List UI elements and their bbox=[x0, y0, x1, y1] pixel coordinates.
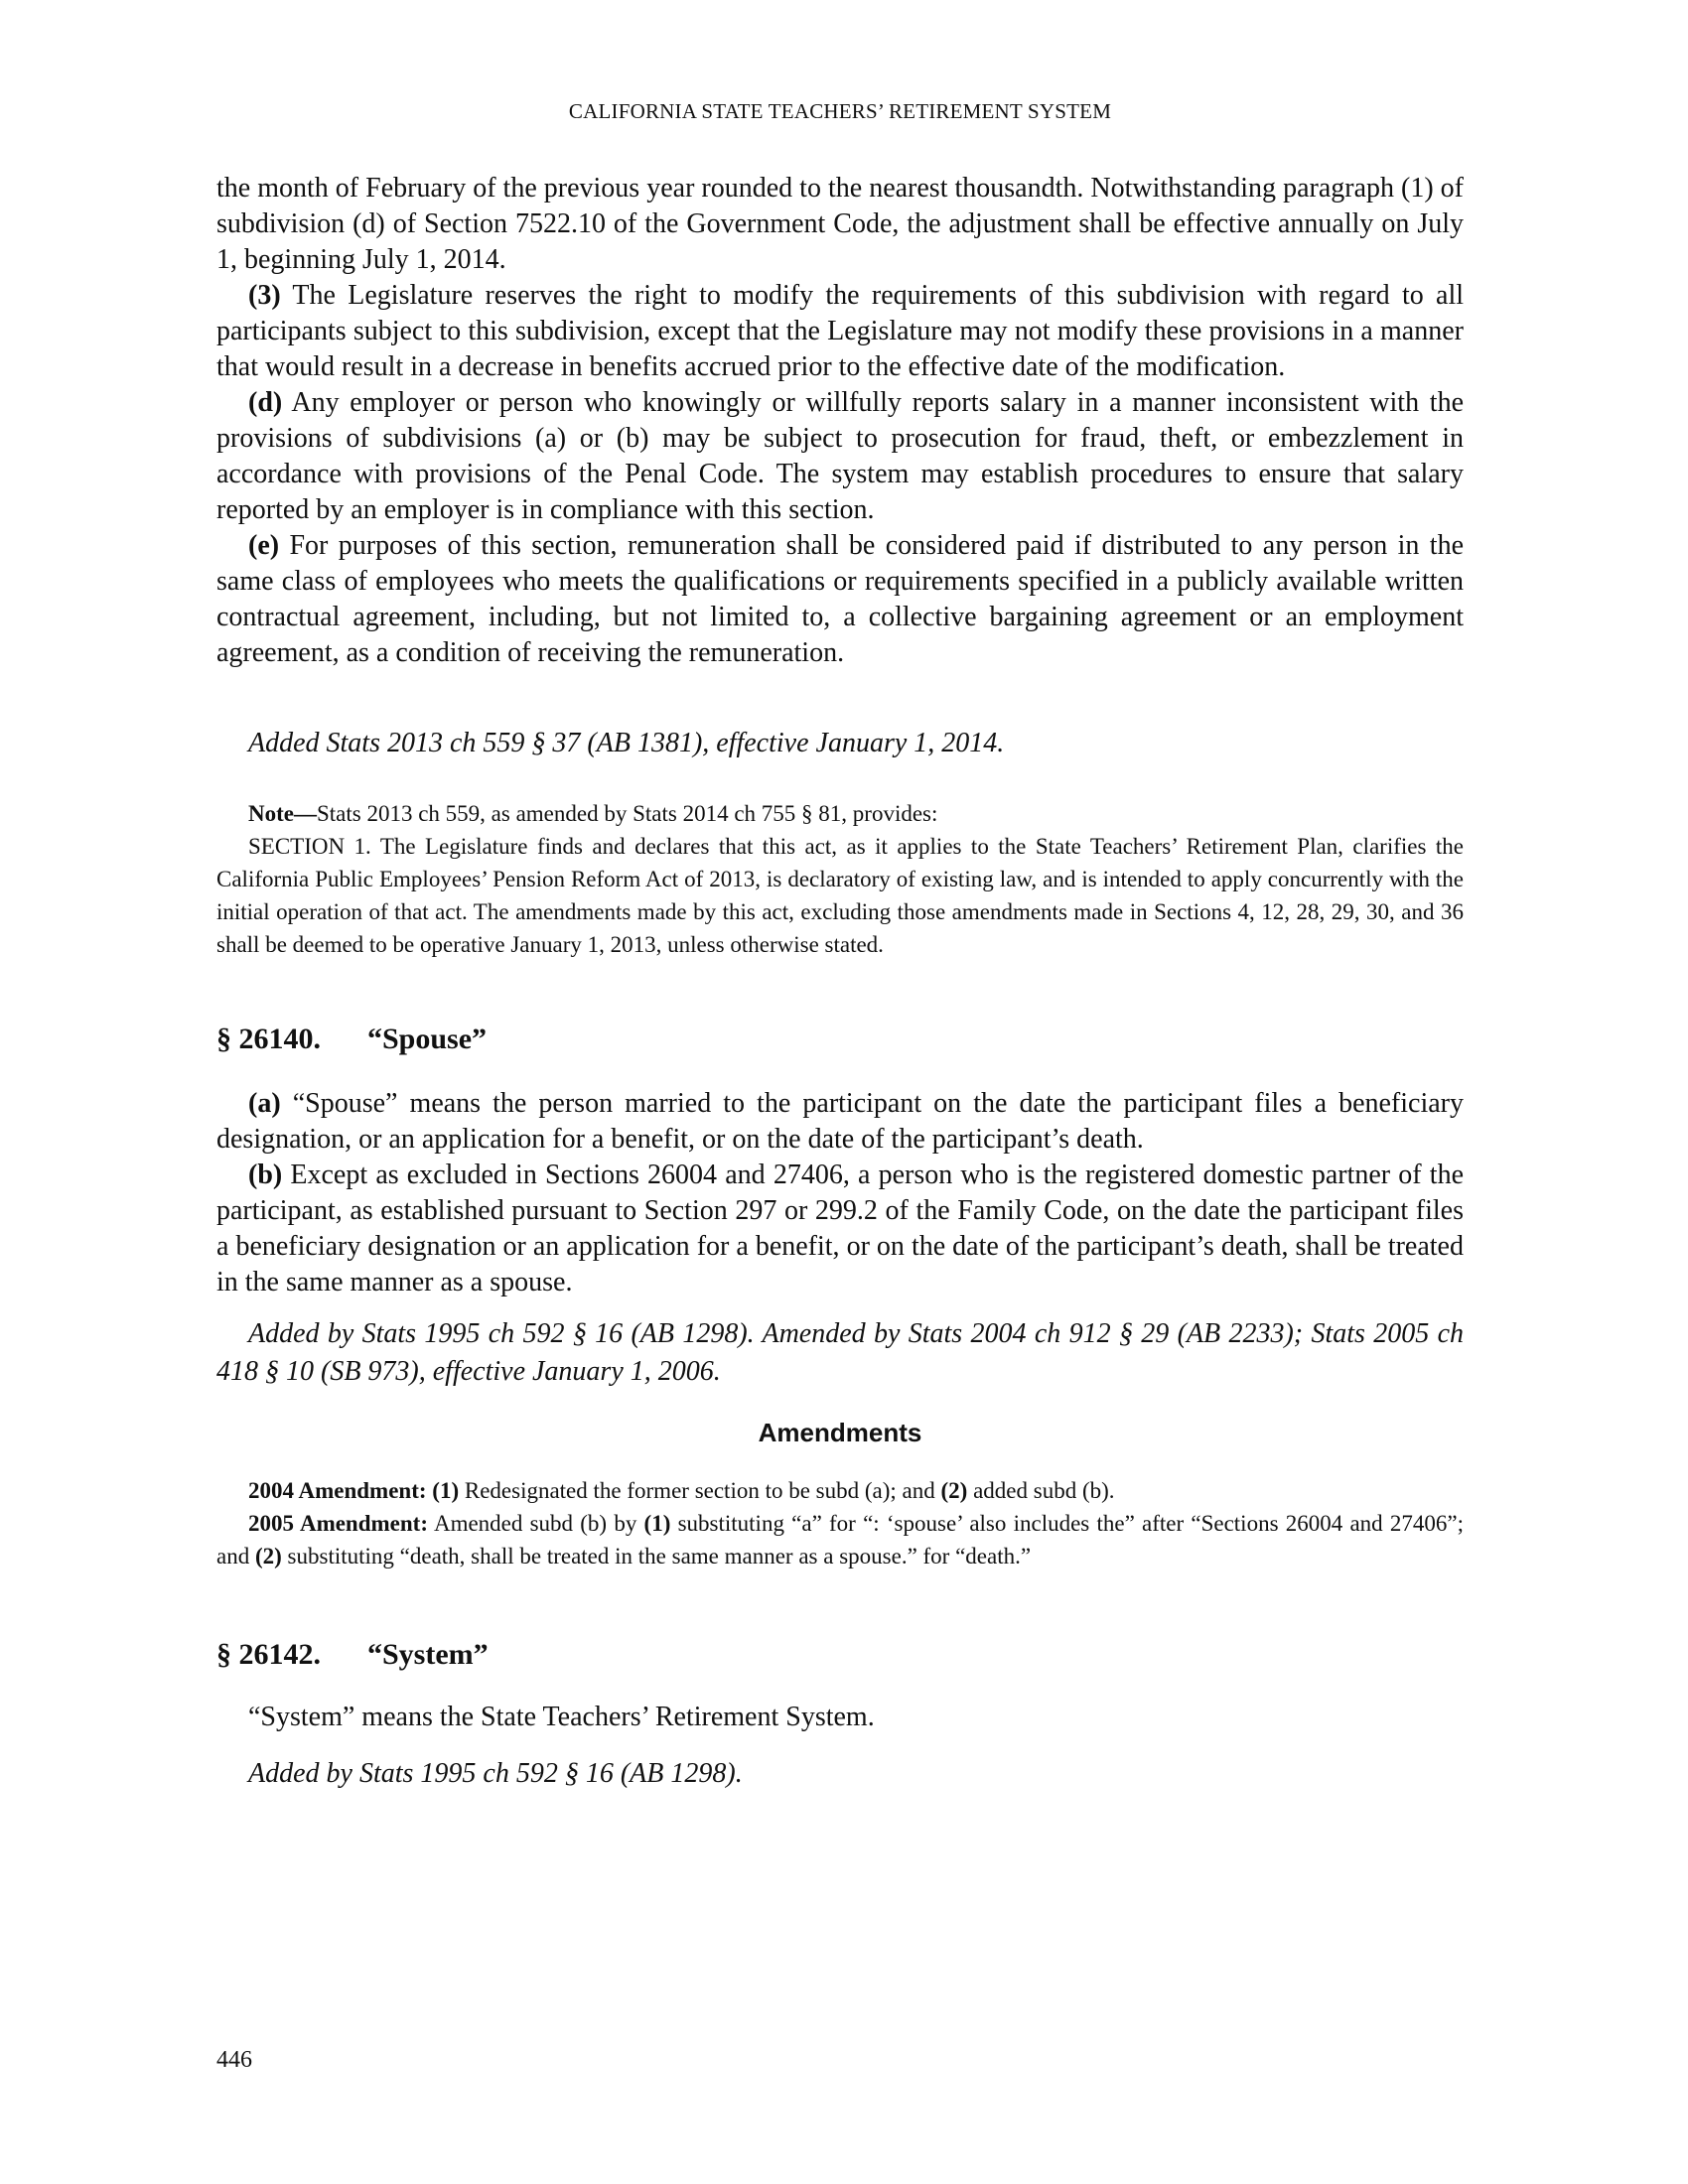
paragraph-e bbox=[216, 528, 1464, 671]
section-title: “Spouse” bbox=[367, 1023, 488, 1055]
amendment-2004-text-1: Redesignated the former section to be subd (a); and bbox=[459, 1478, 941, 1503]
section-26140-history bbox=[216, 1315, 1464, 1391]
note-label: Note— bbox=[248, 801, 317, 826]
paragraph-d-label: (d) bbox=[248, 387, 283, 418]
editor-note bbox=[216, 797, 1464, 961]
section-26142-heading bbox=[216, 1638, 1464, 1672]
amendment-2004-item-1: (1) bbox=[432, 1478, 460, 1503]
citation-26140: Added by Stats 1995 ch 592 § 16 (AB 1298). Amended by Stats 2004 ch 912 § 29 (AB 2233); Stats 2005 ch 418 § 10 (SB 973), effective January 1, 2006. bbox=[216, 1318, 1464, 1387]
amendment-2004-text-2: added subd (b). bbox=[967, 1478, 1115, 1503]
running-head: CALIFORNIA STATE TEACHERS’ RETIREMENT SYSTEM bbox=[568, 99, 1112, 123]
paragraph-b-text: Except as excluded in Sections 26004 and 27406, a person who is the registered domestic partner of the participant, as established pursuant to Section 297 or 299.2 of the Family Code, on the date the participant files a beneficiary designation or an application for a benefit, or on the date of the participant’s death, shall be treated in the same manner as a spouse. bbox=[216, 1160, 1464, 1297]
section-number: § 26140. bbox=[216, 1023, 321, 1055]
paragraph-a bbox=[216, 1086, 1464, 1158]
amendment-2005-text-1: substituting “a” for “: ‘spouse’ also includes the” after “Sections 26004 and 27406”; and bbox=[216, 1511, 1464, 1569]
paragraph-top: the month of February of the previous year rounded to the nearest thousandth. Notwithstanding paragraph (1) of subdivision (d) of Section 7522.10 of the Government Code, the adjustment shall be effective annually on July 1, beginning July 1, 2014. bbox=[216, 173, 1464, 275]
section-number: § 26142. bbox=[216, 1638, 321, 1671]
section-26142-body bbox=[216, 1700, 1464, 1735]
amendments-heading-block bbox=[216, 1418, 1464, 1448]
history-note-block bbox=[216, 725, 1464, 762]
note-intro bbox=[216, 797, 1464, 830]
amendment-2004-item-2: (2) bbox=[940, 1478, 968, 1503]
amendment-2005 bbox=[216, 1507, 1464, 1572]
section-26140-body bbox=[216, 1086, 1464, 1300]
citation-26137: Added Stats 2013 ch 559 § 37 (AB 1381), effective January 1, 2014. bbox=[248, 728, 1005, 758]
note-intro-text: Stats 2013 ch 559, as amended by Stats 2014 ch 755 § 81, provides: bbox=[316, 801, 938, 826]
continuation-text bbox=[216, 171, 1464, 671]
amendments-heading: Amendments bbox=[758, 1418, 922, 1447]
paragraph-d bbox=[216, 385, 1464, 528]
section-26140-heading bbox=[216, 1023, 1464, 1056]
amendment-2004 bbox=[216, 1474, 1464, 1507]
section-26142-text: “System” means the State Teachers’ Retirement System. bbox=[248, 1702, 875, 1732]
amendment-2005-text-2: substituting “death, shall be treated in the same manner as a spouse.” for “death.” bbox=[281, 1544, 1032, 1569]
paragraph-b-label: (b) bbox=[248, 1160, 283, 1190]
note-section-text: SECTION 1. The Legislature finds and declares that this act, as it applies to the State Teachers’ Retirement Plan, clarifies the California Public Employees’ Pension Reform Act of 2013, is declaratory of existing law, and is intended to apply concurrently with the initial operation of that act. The amendments made by this act, excluding those amendments made in Sections 4, 12, 28, 29, 30, and 36 shall be deemed to be operative January 1, 2013, unless otherwise stated. bbox=[216, 834, 1464, 957]
section-title: “System” bbox=[367, 1638, 489, 1671]
paragraph-a-label: (a) bbox=[248, 1088, 281, 1119]
amendment-2004-label: 2004 Amendment: bbox=[248, 1478, 427, 1503]
amendment-2005-text-0: Amended subd (b) by bbox=[428, 1511, 644, 1536]
paragraph-3 bbox=[216, 278, 1464, 385]
paragraph-e-text: For purposes of this section, remuneration shall be considered paid if distributed to any person in the same class of employees who meets the qualifications or requirements specified in a publicly available written contractual agreement, including, but not limited to, a collective bargaining agreement or an employment agreement, as a condition of receiving the remuneration. bbox=[216, 530, 1464, 668]
paragraph-b bbox=[216, 1158, 1464, 1300]
amendment-2005-item-2: (2) bbox=[254, 1544, 282, 1569]
section-26142-history bbox=[216, 1755, 1464, 1793]
amendments-list bbox=[216, 1474, 1464, 1572]
paragraph-3-text: The Legislature reserves the right to modify the requirements of this subdivision with regard to all participants subject to this subdivision, except that the Legislature may not modify these provisions in a manner that would result in a decrease in benefits accrued prior to the effective date of the modification. bbox=[216, 280, 1464, 382]
amendment-2005-item-1: (1) bbox=[643, 1511, 671, 1536]
citation-26142: Added by Stats 1995 ch 592 § 16 (AB 1298). bbox=[248, 1758, 743, 1789]
paragraph-d-text: Any employer or person who knowingly or willfully reports salary in a manner inconsistent with the provisions of subdivisions (a) or (b) may be subject to prosecution for fraud, theft, or embezzlement in accordance with provisions of the Penal Code. The system may establish procedures to ensure that salary reported by an employer is in compliance with this section. bbox=[216, 387, 1464, 525]
amendment-2005-label: 2005 Amendment: bbox=[248, 1511, 428, 1536]
paragraph-e-label: (e) bbox=[248, 530, 280, 561]
paragraph-3-label: (3) bbox=[248, 280, 281, 311]
page-number: 446 bbox=[216, 2047, 252, 2073]
paragraph-a-text: “Spouse” means the person married to the participant on the date the participant files a beneficiary designation, or an application for a benefit, or on the date of the participant’s death. bbox=[216, 1088, 1464, 1155]
